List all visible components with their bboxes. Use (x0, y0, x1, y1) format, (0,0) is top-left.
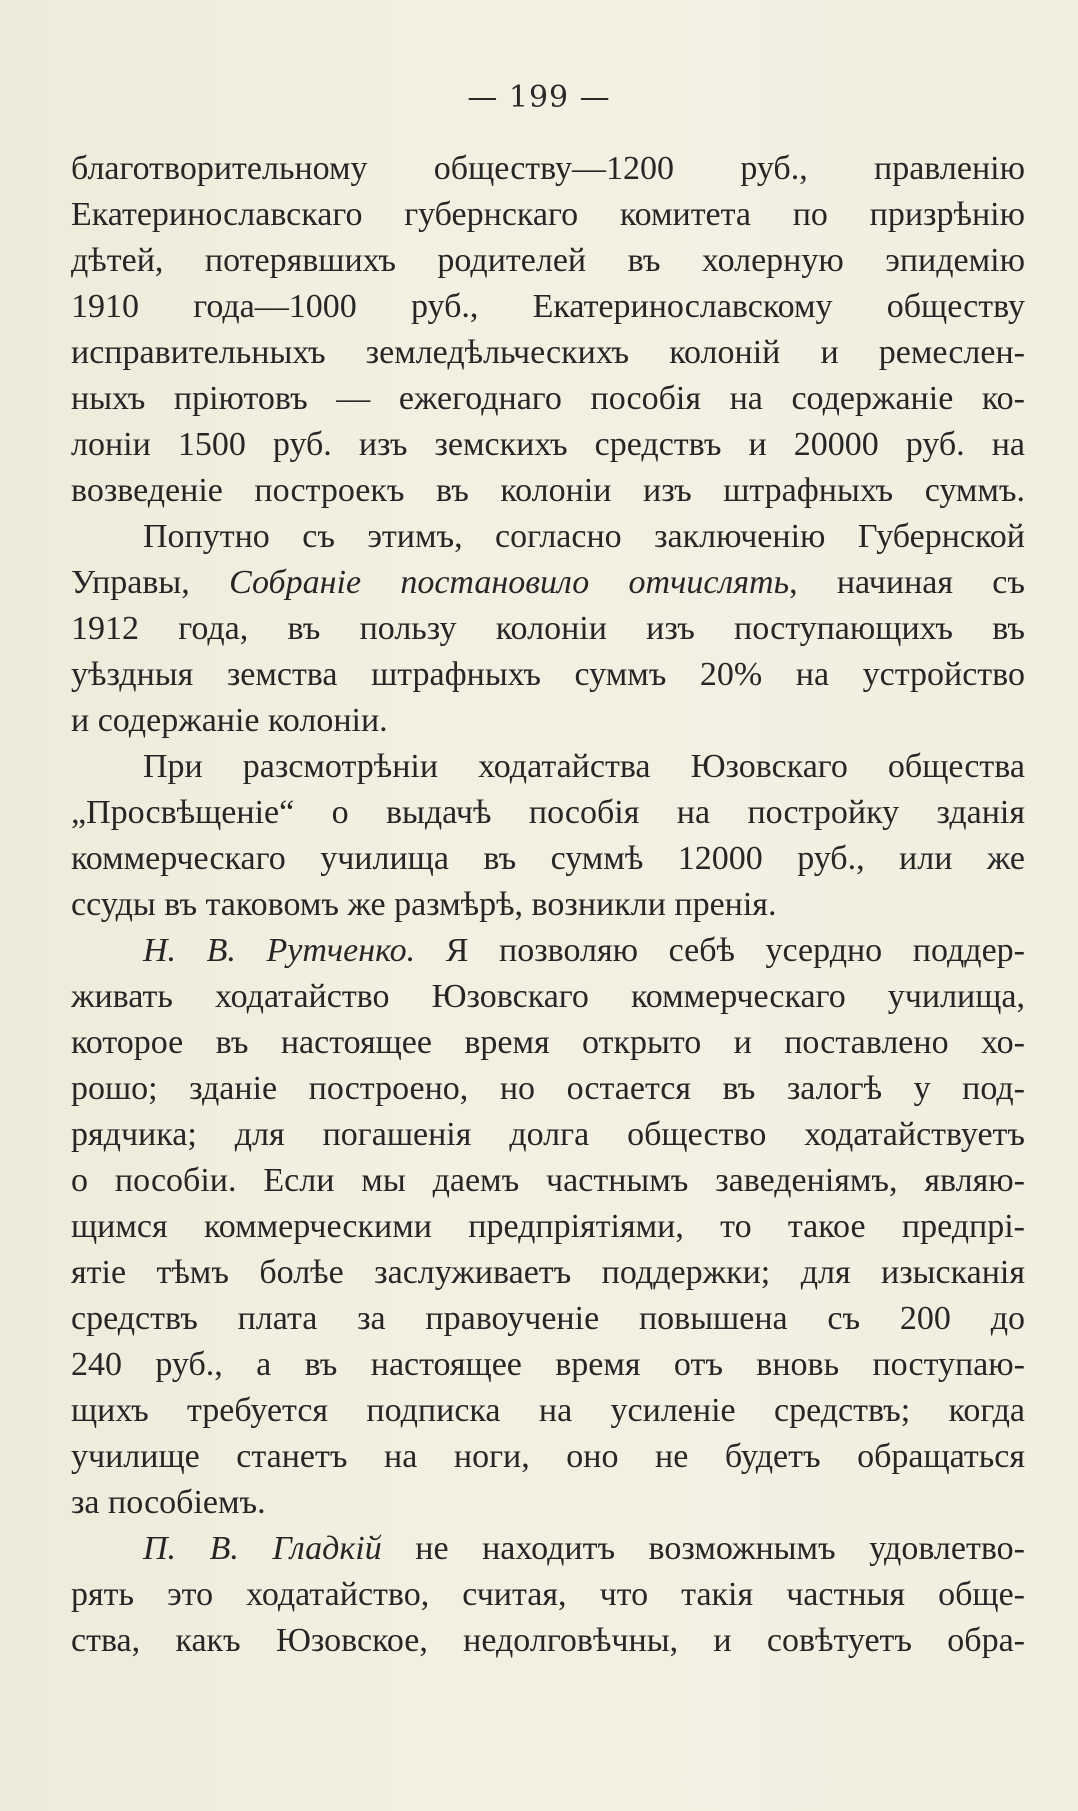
text-line: ныхъ пріютовъ — ежегоднаго пособія на содержаніе ко- (71, 380, 1025, 417)
text-line: щимся коммерческими предпріятіями, то такое предпрі- (71, 1208, 1025, 1245)
italic-text: П. В. Гладкій (143, 1530, 382, 1567)
text-line: При разсмотрѣніи ходатайства Юзовскаго общества (143, 748, 1025, 785)
text-line: живать ходатайство Юзовскаго коммерческаго училища, (71, 978, 1025, 1015)
text-run: , начиная съ (789, 564, 1025, 601)
text-line (71, 1526, 1025, 1572)
text-line: 1910 года—1000 руб., Екатеринославскому обществу (71, 288, 1025, 325)
text-line: коммерческаго училища въ суммѣ 12000 руб., или же (71, 840, 1025, 877)
text-line: училище станетъ на ноги, оно не будетъ обращаться (71, 1438, 1025, 1475)
text-run: Я позволяю себѣ усердно поддер- (415, 932, 1025, 969)
text-line: рять это ходатайство, считая, что такія частныя обще- (71, 1576, 1025, 1613)
text-line: Екатеринославскаго губернскаго комитета по призрѣнію (71, 196, 1025, 233)
text-line: дѣтей, потерявшихъ родителей въ холерную эпидемію (71, 242, 1025, 279)
text-line: Попутно съ этимъ, согласно заключенію Губернской (143, 518, 1025, 555)
text-line: лоніи 1500 руб. изъ земскихъ средствъ и 20000 руб. на (71, 426, 1025, 463)
text-line: средствъ плата за правоученіе повышена съ 200 до (71, 1300, 1025, 1337)
body-text (71, 146, 1025, 1664)
text-line: 240 руб., а въ настоящее время отъ вновь поступаю- (71, 1346, 1025, 1383)
text-line: 1912 года, въ пользу колоніи изъ поступающихъ въ (71, 610, 1025, 647)
text-run: Управы, (71, 564, 230, 601)
text-line: и содержаніе колоніи. (71, 702, 388, 739)
text-line: рошо; зданіе построено, но остается въ залогѣ у под- (71, 1070, 1025, 1107)
text-line (71, 928, 1025, 974)
text-line: „Просвѣщеніе“ о выдачѣ пособія на постройку зданія (71, 794, 1025, 831)
italic-text: Н. В. Рутченко. (143, 932, 416, 969)
text-line: о пособіи. Если мы даемъ частнымъ заведеніямъ, являю- (71, 1162, 1025, 1199)
italic-text: Собраніе постановило отчислять (229, 564, 790, 601)
text-line: благотворительному обществу—1200 руб., правленію (71, 150, 1025, 187)
text-line: ятіе тѣмъ болѣе заслуживаетъ поддержки; для изысканія (71, 1254, 1025, 1291)
page-number: — 199 — (467, 80, 611, 115)
text-line: рядчика; для погашенія долга общество ходатайствуетъ (71, 1116, 1025, 1153)
text-line (71, 560, 1025, 606)
text-line: ссуды въ таковомъ же размѣрѣ, возникли пренія. (71, 886, 777, 923)
text-line: уѣздныя земства штрафныхъ суммъ 20% на устройство (71, 656, 1025, 693)
text-line: возведеніе построекъ въ колоніи изъ штрафныхъ суммъ. (71, 472, 1025, 509)
text-line: ства, какъ Юзовское, недолговѣчны, и совѣтуетъ обра- (71, 1622, 1025, 1659)
text-run: не находитъ возможнымъ удовлетво- (381, 1530, 1025, 1567)
text-line: щихъ требуется подписка на усиленіе средствъ; когда (71, 1392, 1025, 1429)
text-line: которое въ настоящее время открыто и поставлено хо- (71, 1024, 1025, 1061)
text-line: исправительныхъ земледѣльческихъ колоній и ремеслен- (71, 334, 1025, 371)
text-line: за пособіемъ. (71, 1484, 266, 1521)
